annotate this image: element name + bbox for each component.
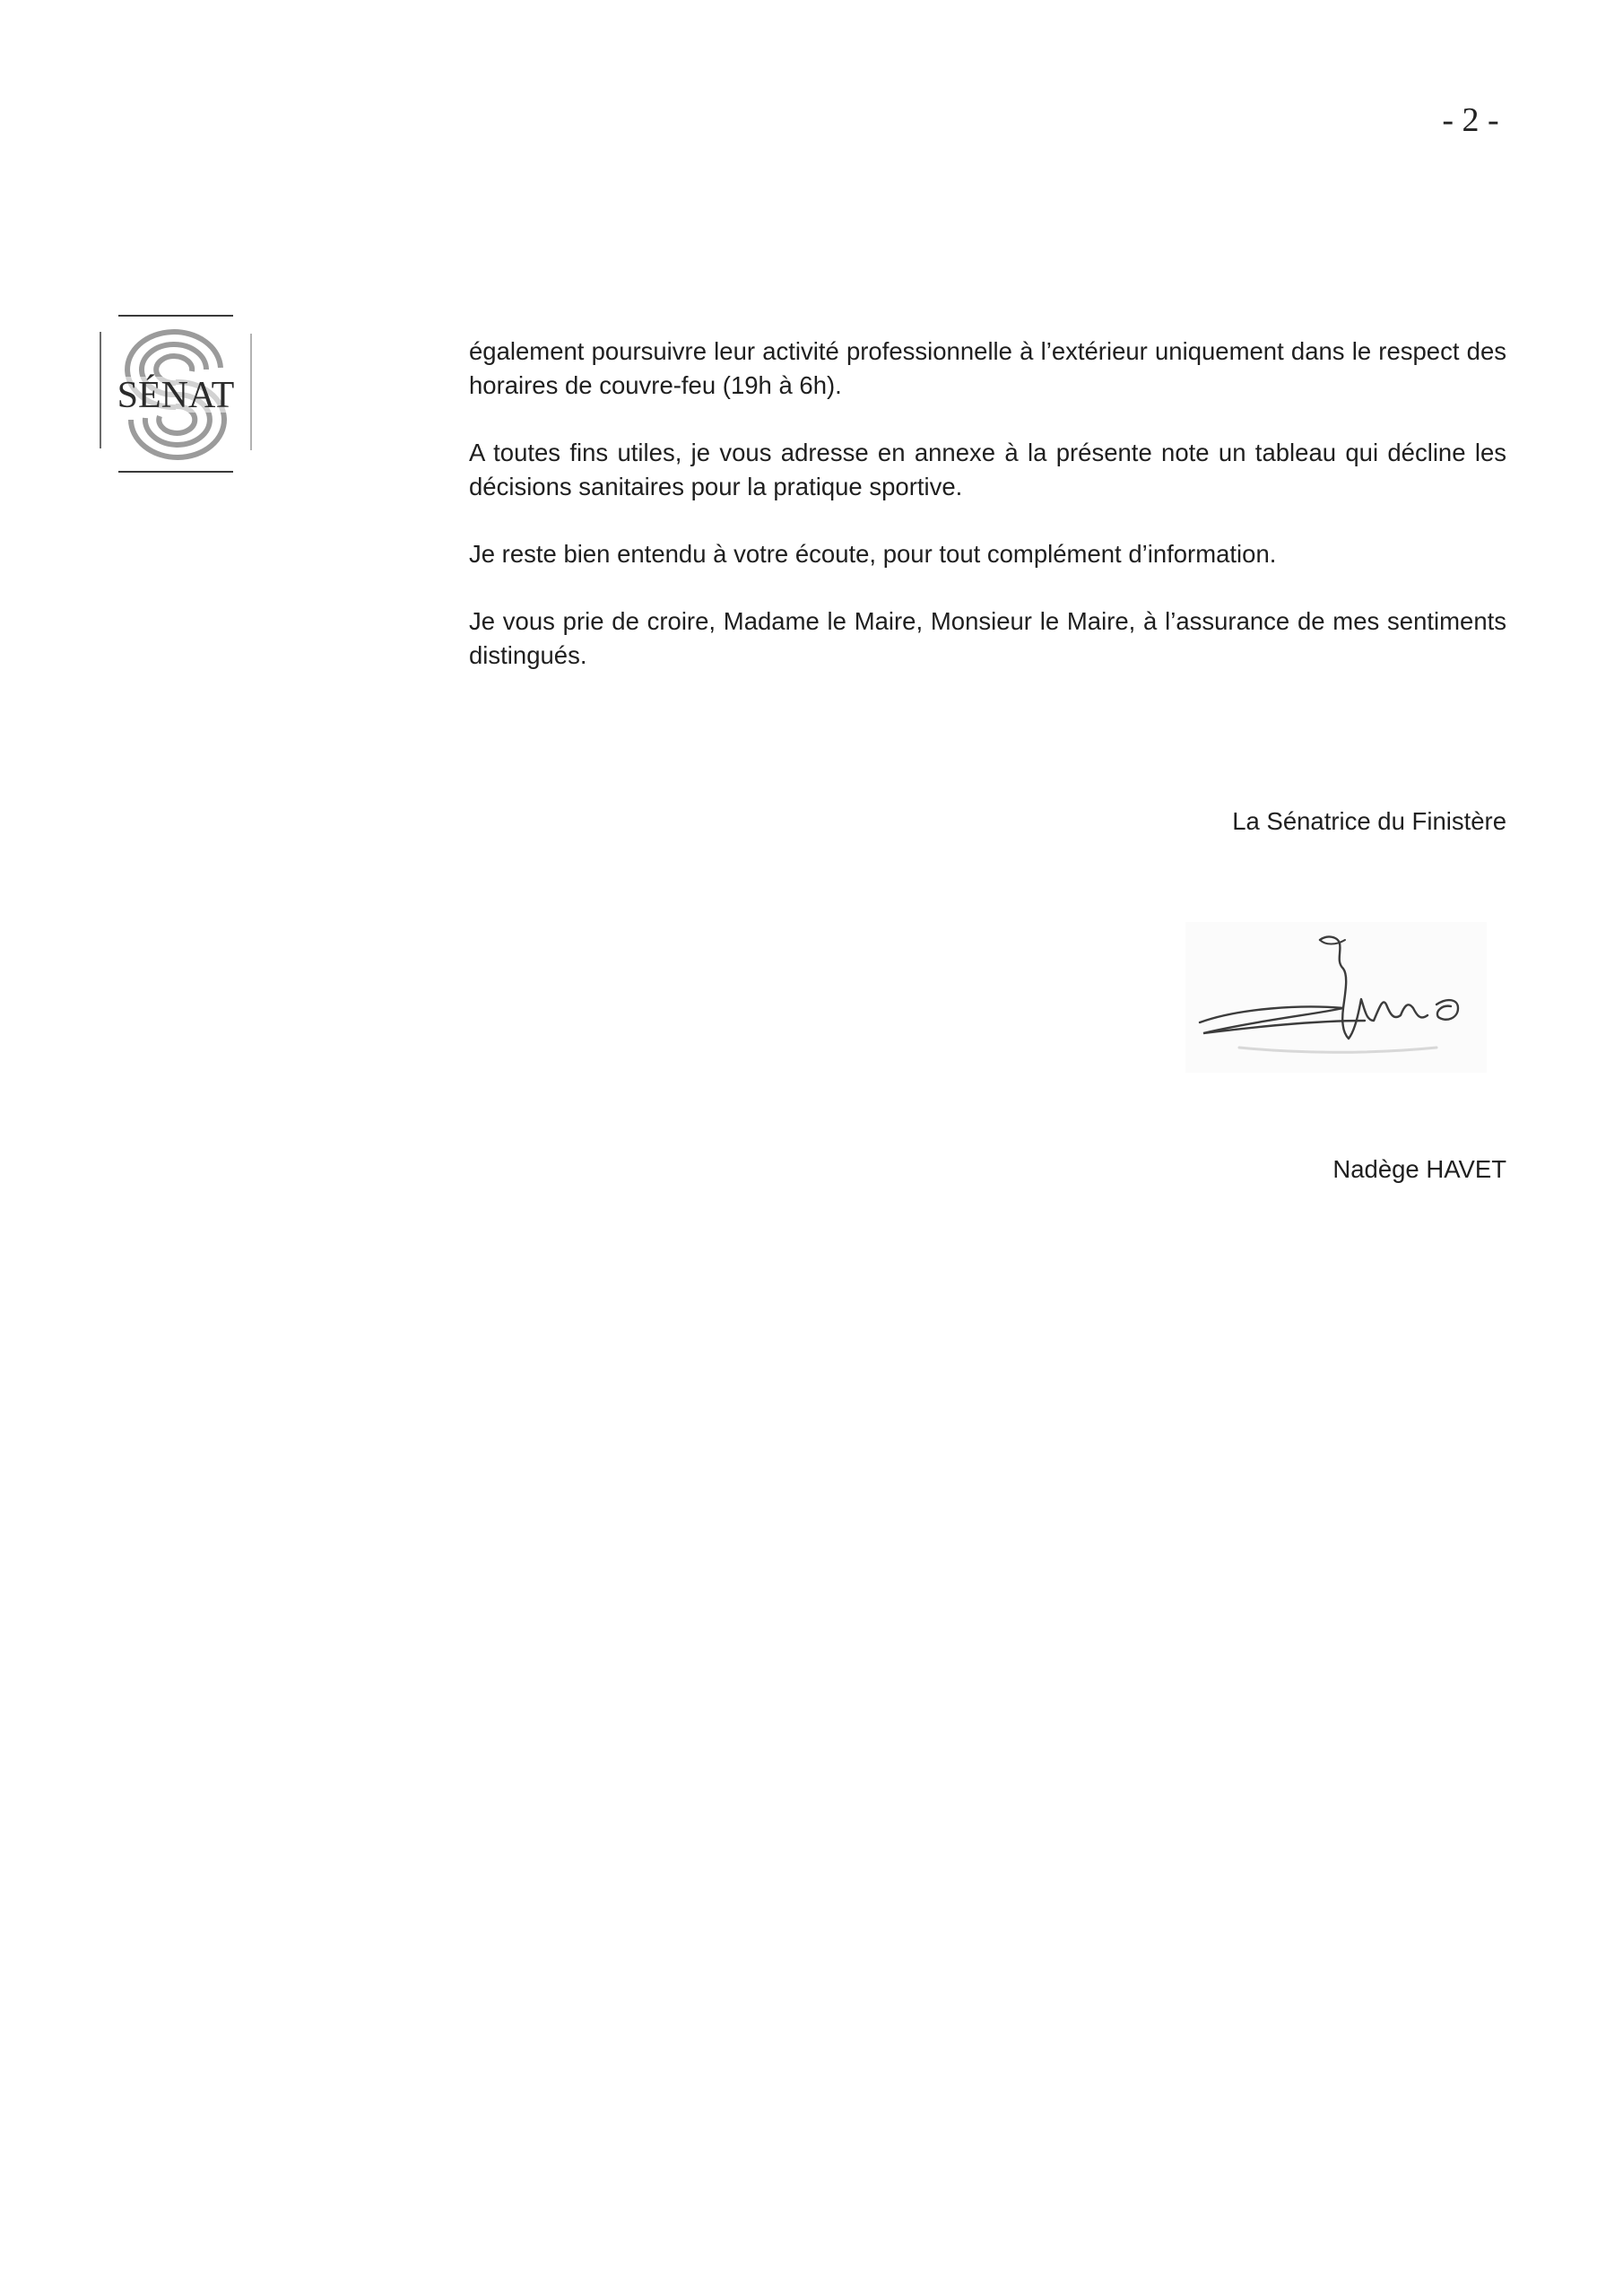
paragraph-2: A toutes fins utiles, je vous adresse en annexe à la présente note un tableau qui décline les décisions sanitaires pour la pratique sportive. bbox=[469, 439, 1506, 500]
senat-logo bbox=[97, 314, 255, 474]
paragraph-3: Je reste bien entendu à votre écoute, pour tout complément d’information. bbox=[469, 540, 1277, 568]
signatory-name: Nadège HAVET bbox=[1332, 1155, 1506, 1183]
senat-logo-text: SÉNAT bbox=[117, 375, 235, 416]
page-number: - 2 - bbox=[1442, 101, 1499, 139]
paragraph-1: également poursuivre leur activité professionnelle à l’extérieur uniquement dans le respect des horaires de couvre-feu (19h à 6h). bbox=[469, 337, 1506, 399]
closing-title: La Sénatrice du Finistère bbox=[1232, 807, 1506, 835]
paragraph-4: Je vous prie de croire, Madame le Maire, Monsieur le Maire, à l’assurance de mes sentiments distingués. bbox=[469, 607, 1506, 669]
letter-body bbox=[469, 335, 1506, 706]
signature bbox=[1185, 922, 1487, 1073]
senat-logo-icon bbox=[97, 314, 255, 474]
handwritten-signature-icon bbox=[1185, 922, 1487, 1073]
